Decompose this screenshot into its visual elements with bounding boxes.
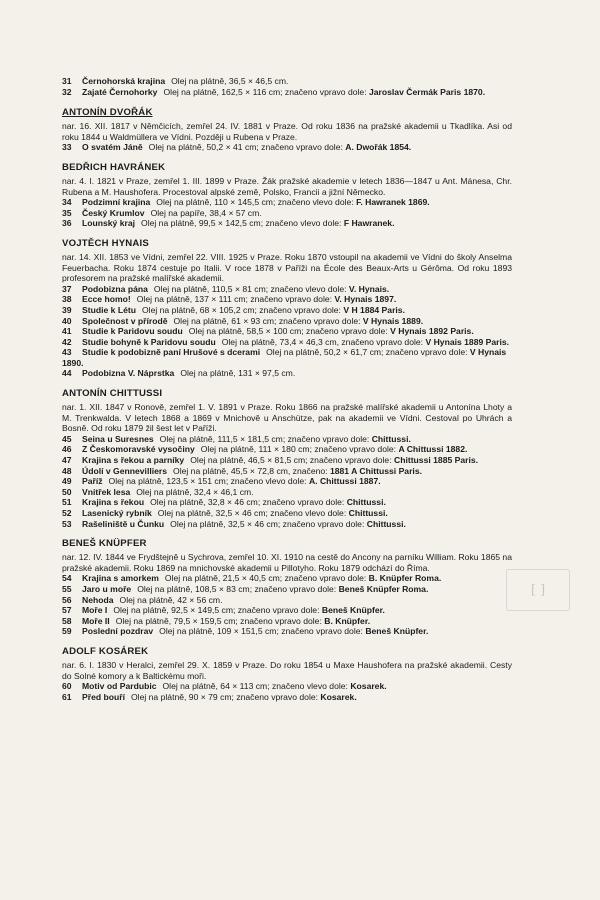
entry-description: Olej na plátně, 79,5 × 159,5 cm; značeno vpravo dole:: [115, 615, 322, 626]
entry-number: 39: [62, 304, 72, 315]
entry-number: 49: [62, 476, 72, 487]
artist-name: ADOLF KOSÁREK: [62, 645, 149, 657]
entry-title: Studie k podobizně paní Hrušové s dcerami: [82, 347, 261, 358]
catalog-entry: [62, 681, 512, 692]
catalog-entry: [62, 616, 512, 627]
artist-bio: nar. 1. XII. 1847 v Ronově, zemřel 1. V. 1891 v Praze. Roku 1866 na pražské malířské akademii u Antonína Lhoty a M. Trenkwalda. V letech 1868 a 1869 v Mnichově u Anschütze, pak na akademii ve Vídni. Cestoval po Uhrách a Bosně. Od roku 1879 žil šest let v Paříži.: [62, 402, 512, 434]
entry-signature: Chittussi.: [371, 433, 411, 444]
entry-number: 53: [62, 518, 72, 529]
entry-title: Motiv od Pardubic: [82, 681, 157, 692]
entry-signature: V. Hynais.: [348, 283, 390, 294]
catalog-entry: [62, 347, 512, 368]
entry-signature: Chittussi.: [366, 518, 406, 529]
entry-number: 61: [62, 691, 72, 702]
artist-bio: nar. 4. I. 1821 v Praze, zemřel 1. III. 1899 v Praze. Žák pražské akademie v letech 1836—1847 u Ant. Mánesa, Chr. Rubena a M. Haushofera. Procestoval alpské země, Polsko, Francii a jižní Německo.: [62, 175, 512, 197]
artist-section: [62, 646, 512, 702]
artist-name: VOJTĚCH HYNAIS: [62, 237, 150, 249]
entry-description: Olej na plátně, 92,5 × 149,5 cm; značeno vpravo dole:: [113, 605, 320, 616]
entry-title: Krajina s řekou a parníky: [82, 455, 185, 466]
entry-title: Z Českomoravské vysočiny: [82, 444, 195, 455]
entry-number: 38: [62, 294, 72, 305]
entry-title: Podobizna V. Náprstka: [82, 368, 175, 379]
catalog-entry: [62, 218, 512, 229]
entry-signature: Beneš Knüpfer Roma.: [338, 583, 429, 594]
catalog-entry: [62, 316, 512, 327]
entry-title: Podobizna pána: [82, 283, 148, 294]
artist-name: ANTONÍN DVOŘÁK: [62, 107, 153, 119]
catalog-entry: [62, 142, 512, 153]
entry-title: Společnost v přírodě: [82, 315, 168, 326]
artist-name: ANTONÍN CHITTUSSI: [62, 388, 163, 400]
entry-description: Olej na plátně, 111,5 × 181,5 cm; značeno vpravo dole:: [159, 433, 370, 444]
entry-number: 52: [62, 508, 72, 518]
artist-section: [62, 238, 512, 379]
entry-signature: V. Hynais 1897.: [334, 294, 397, 305]
catalog-entry: [62, 305, 512, 316]
entry-title: Ecce homo!: [82, 294, 131, 305]
entry-description: Olej na plátně, 32,5 × 46 cm; značeno vpravo dole:: [170, 518, 365, 529]
entry-signature: B. Knüpfer.: [324, 615, 371, 626]
entry-description: Olej na plátně, 111 × 180 cm; značeno vpravo dole:: [200, 444, 397, 455]
entry-number: 50: [62, 486, 72, 497]
entry-description: Olej na plátně, 99,5 × 142,5 cm; značeno vlevo dole:: [141, 218, 342, 229]
entry-description: Olej na plátně, 90 × 79 cm; značeno vpravo dole:: [130, 691, 319, 702]
catalog-entry: [62, 294, 512, 305]
entry-description: Olej na plátně, 32,5 × 46 cm; značeno vlevo dole:: [157, 508, 347, 518]
entry-description: Olej na plátně, 21,5 × 40,5 cm; značeno vpravo dole:: [164, 573, 367, 584]
artist-bio: nar. 16. XII. 1817 v Němčicích, zemřel 24. IV. 1881 v Praze. Od roku 1836 na pražské akademii u Tkadlíka. Asi od roku 1844 u Waldmüllera ve Vídni. Později u Rubena v Praze.: [62, 121, 512, 142]
entry-description: Olej na plátně, 32,8 × 46 cm; značeno vpravo dole:: [150, 497, 345, 508]
entry-description: Olej na plátně, 58,5 × 100 cm; značeno vpravo dole:: [188, 326, 388, 337]
catalog-entry: [62, 519, 512, 530]
entry-description: Olej na plátně, 36,5 × 46,5 cm.: [171, 76, 289, 86]
entry-number: 51: [62, 497, 72, 508]
catalog-entry: [62, 508, 512, 519]
entry-signature: Beneš Knüpfer.: [321, 605, 385, 616]
artist-name: BENEŠ KNÜPFER: [62, 538, 147, 550]
entry-description: Olej na plátně, 42 × 56 cm.: [119, 594, 223, 605]
artist-bio: nar. 14. XII. 1853 ve Vídni, zemřel 22. VIII. 1925 v Praze. Roku 1870 vstoupil na akademii ve Vídni do školy Anselma Feuerbacha. Roku 1874 cestuje po Italii. V roce 1878 v Paříži na École des Beaux-Arts u Gérôma. Od roku 1893 profesorem na pražské malířské akademii.: [62, 251, 512, 284]
entry-signature: B. Knüpfer Roma.: [368, 573, 442, 584]
catalog-entry: [62, 197, 512, 208]
entry-number: 57: [62, 605, 72, 616]
entry-title: Lounský kraj: [82, 218, 136, 229]
entry-description: Olej na plátně, 61 × 93 cm; značeno vpravo dole:: [173, 315, 361, 326]
catalog-entry: [62, 584, 512, 595]
catalog-entry: [62, 208, 512, 219]
entry-number: 37: [62, 283, 72, 294]
entry-number: 33: [62, 142, 72, 153]
artist-name: BEDŘICH HAVRÁNEK: [62, 161, 166, 173]
entry-title: Vnitřek lesa: [82, 486, 131, 497]
pencil-margin-mark: [ ]: [506, 569, 570, 611]
entry-description: Olej na plátně, 123,5 × 151 cm; značeno vlevo dole:: [108, 476, 307, 487]
catalog-entry: [62, 444, 512, 455]
entry-number: 45: [62, 433, 72, 444]
entry-description: Olej na plátně, 131 × 97,5 cm.: [180, 368, 296, 379]
entry-description: Olej na plátně, 64 × 113 cm; značeno vlevo dole:: [162, 681, 348, 692]
entry-number: 31: [62, 76, 72, 86]
entry-signature: Chittussi.: [346, 497, 386, 508]
artist-section: [62, 538, 512, 637]
entry-title: Moře I: [82, 605, 108, 616]
entry-title: Rašeliniště u Čunku: [82, 518, 165, 529]
entry-number: 58: [62, 615, 72, 626]
artist-bio: nar. 12. IV. 1844 ve Frydštejně u Sychrova, zemřel 10. XI. 1910 na cestě do Ancony na parníku William. Roku 1865 na pražské akademii. Roku 1869 na mnichovské akademii u Pillotyho. Roku 1879 odchází do Říma.: [62, 552, 512, 573]
entry-description: Olej na plátně, 68 × 105,2 cm; značeno vpravo dole:: [141, 304, 341, 315]
entry-signature: A Chittussi 1882.: [398, 444, 468, 455]
catalog-entry: [62, 626, 512, 637]
entry-title: Nehoda: [82, 594, 114, 605]
entry-signature: Kosarek.: [350, 681, 387, 692]
entry-title: Jaro u moře: [82, 583, 132, 594]
catalog-entry: [62, 368, 512, 379]
artist-section: [62, 388, 512, 529]
artist-section: [62, 107, 512, 153]
entry-description: Olej na plátně, 73,4 × 46,3 cm, značeno vpravo dole:: [221, 336, 424, 347]
catalog-entry: [62, 284, 512, 295]
catalog-content: [62, 76, 512, 702]
entry-title: Český Krumlov: [82, 207, 145, 218]
catalog-entry: [62, 573, 512, 584]
entry-number: 46: [62, 444, 72, 455]
entry-number: 44: [62, 368, 72, 379]
entry-signature: F. Hawranek 1869.: [356, 197, 430, 208]
entry-number: 48: [62, 465, 72, 476]
entry-description: Olej na plátně, 137 × 111 cm; značeno vpravo dole:: [136, 294, 333, 305]
entry-number: 40: [62, 315, 72, 326]
entry-signature: A. Chittussi 1887.: [308, 476, 381, 487]
catalog-entry: [62, 476, 512, 487]
entry-title: Paříž: [82, 476, 103, 487]
entry-number: 56: [62, 594, 72, 605]
entry-number: 59: [62, 626, 72, 637]
entry-title: O svatém Jáně: [82, 142, 143, 153]
entry-signature: A. Dwořák 1854.: [345, 142, 412, 153]
entry-description: Olej na plátně, 32,4 × 46,1 cm.: [136, 486, 254, 497]
catalog-entry: [62, 337, 512, 348]
catalog-entry: [62, 76, 512, 87]
entry-signature: Chittussi 1885 Paris.: [393, 455, 479, 466]
entry-description: Olej na plátně, 50,2 × 41 cm; značeno vpravo dole:: [148, 142, 343, 153]
catalog-entry: [62, 595, 512, 606]
entry-title: Studie k Paridovu soudu: [82, 326, 183, 337]
entry-description: Olej na plátně, 109 × 151,5 cm; značeno vpravo dole:: [159, 626, 363, 637]
entry-title: Studie bohyně k Paridovu soudu: [82, 336, 216, 347]
entry-description: Olej na plátně, 46,5 × 81,5 cm; značeno vpravo dole:: [190, 455, 392, 466]
entry-number: 47: [62, 455, 72, 466]
entry-title: Krajina s amorkem: [82, 573, 159, 584]
catalog-entry: [62, 326, 512, 337]
entry-description: Olej na plátně, 110 × 145,5 cm; značeno vlevo dole:: [156, 197, 354, 208]
entry-number: 32: [62, 86, 72, 97]
entry-description: Olej na papíře, 38,4 × 57 cm.: [150, 207, 262, 218]
entry-number: 42: [62, 336, 72, 347]
artist-section: [62, 162, 512, 229]
entry-title: Zajaté Černohorky: [82, 86, 158, 97]
catalog-entry: [62, 455, 512, 466]
catalog-entry: [62, 497, 512, 508]
entry-title: Údolí v Gennevilliers: [82, 465, 168, 476]
entry-title: Studie k Létu: [82, 304, 136, 315]
catalog-entry: [62, 487, 512, 498]
entry-title: Seina u Suresnes: [82, 433, 154, 444]
entry-title: Podzimní krajina: [82, 197, 151, 208]
entry-number: 55: [62, 583, 72, 594]
entry-title: Poslední pozdrav: [82, 626, 154, 637]
entry-signature: V Hynais 1890.: [62, 347, 507, 368]
entry-signature: Chittussi.: [348, 508, 388, 518]
entry-signature: Beneš Knüpfer.: [365, 626, 429, 637]
catalog-entry: [62, 87, 512, 98]
entry-title: Černohorská krajina: [82, 76, 166, 86]
entry-number: 60: [62, 681, 72, 692]
catalog-entry: [62, 434, 512, 445]
entry-number: 43: [62, 347, 72, 358]
catalog-entry: [62, 692, 512, 703]
entry-signature: F Hawranek.: [343, 218, 395, 229]
entry-signature: V Hynais 1892 Paris.: [390, 326, 474, 337]
entry-number: 54: [62, 573, 72, 584]
entry-number: 34: [62, 197, 72, 208]
entry-signature: 1881 A Chittussi Paris.: [329, 465, 422, 476]
entry-number: 35: [62, 207, 72, 218]
artist-bio: nar. 6. I. 1830 v Heralci, zemřel 29. X. 1859 v Praze. Do roku 1854 u Maxe Haushofera na pražské akademii. Cesty do Solné komory a k Baltickému moři.: [62, 659, 512, 681]
entry-title: Lasenický rybník: [82, 508, 152, 518]
entry-title: Krajina s řekou: [82, 497, 145, 508]
entry-description: Olej na plátně, 108,5 × 83 cm; značeno vpravo dole:: [137, 583, 337, 594]
entry-signature: Jaroslav Čermák Paris 1870.: [368, 86, 486, 97]
entry-description: Olej na plátně, 50,2 × 61,7 cm; značeno vpravo dole:: [266, 347, 468, 358]
catalog-entry: [62, 466, 512, 477]
catalog-entry: [62, 605, 512, 616]
entry-signature: V Hynais 1889 Paris.: [425, 336, 510, 347]
entry-number: 36: [62, 218, 72, 229]
entry-signature: V Hynais 1889.: [362, 315, 424, 326]
entry-title: Před bouří: [82, 691, 125, 702]
entry-title: Moře II: [82, 615, 110, 626]
entry-description: Olej na plátně, 45,5 × 72,8 cm, značeno:: [173, 465, 328, 476]
entry-description: Olej na plátně, 110,5 × 81 cm; značeno vlevo dole:: [153, 283, 347, 294]
entry-signature: Kosarek.: [320, 691, 357, 702]
entry-number: 41: [62, 326, 72, 337]
entry-description: Olej na plátně, 162,5 × 116 cm; značeno vpravo dole:: [163, 86, 367, 97]
entry-signature: V H 1884 Paris.: [343, 304, 405, 315]
